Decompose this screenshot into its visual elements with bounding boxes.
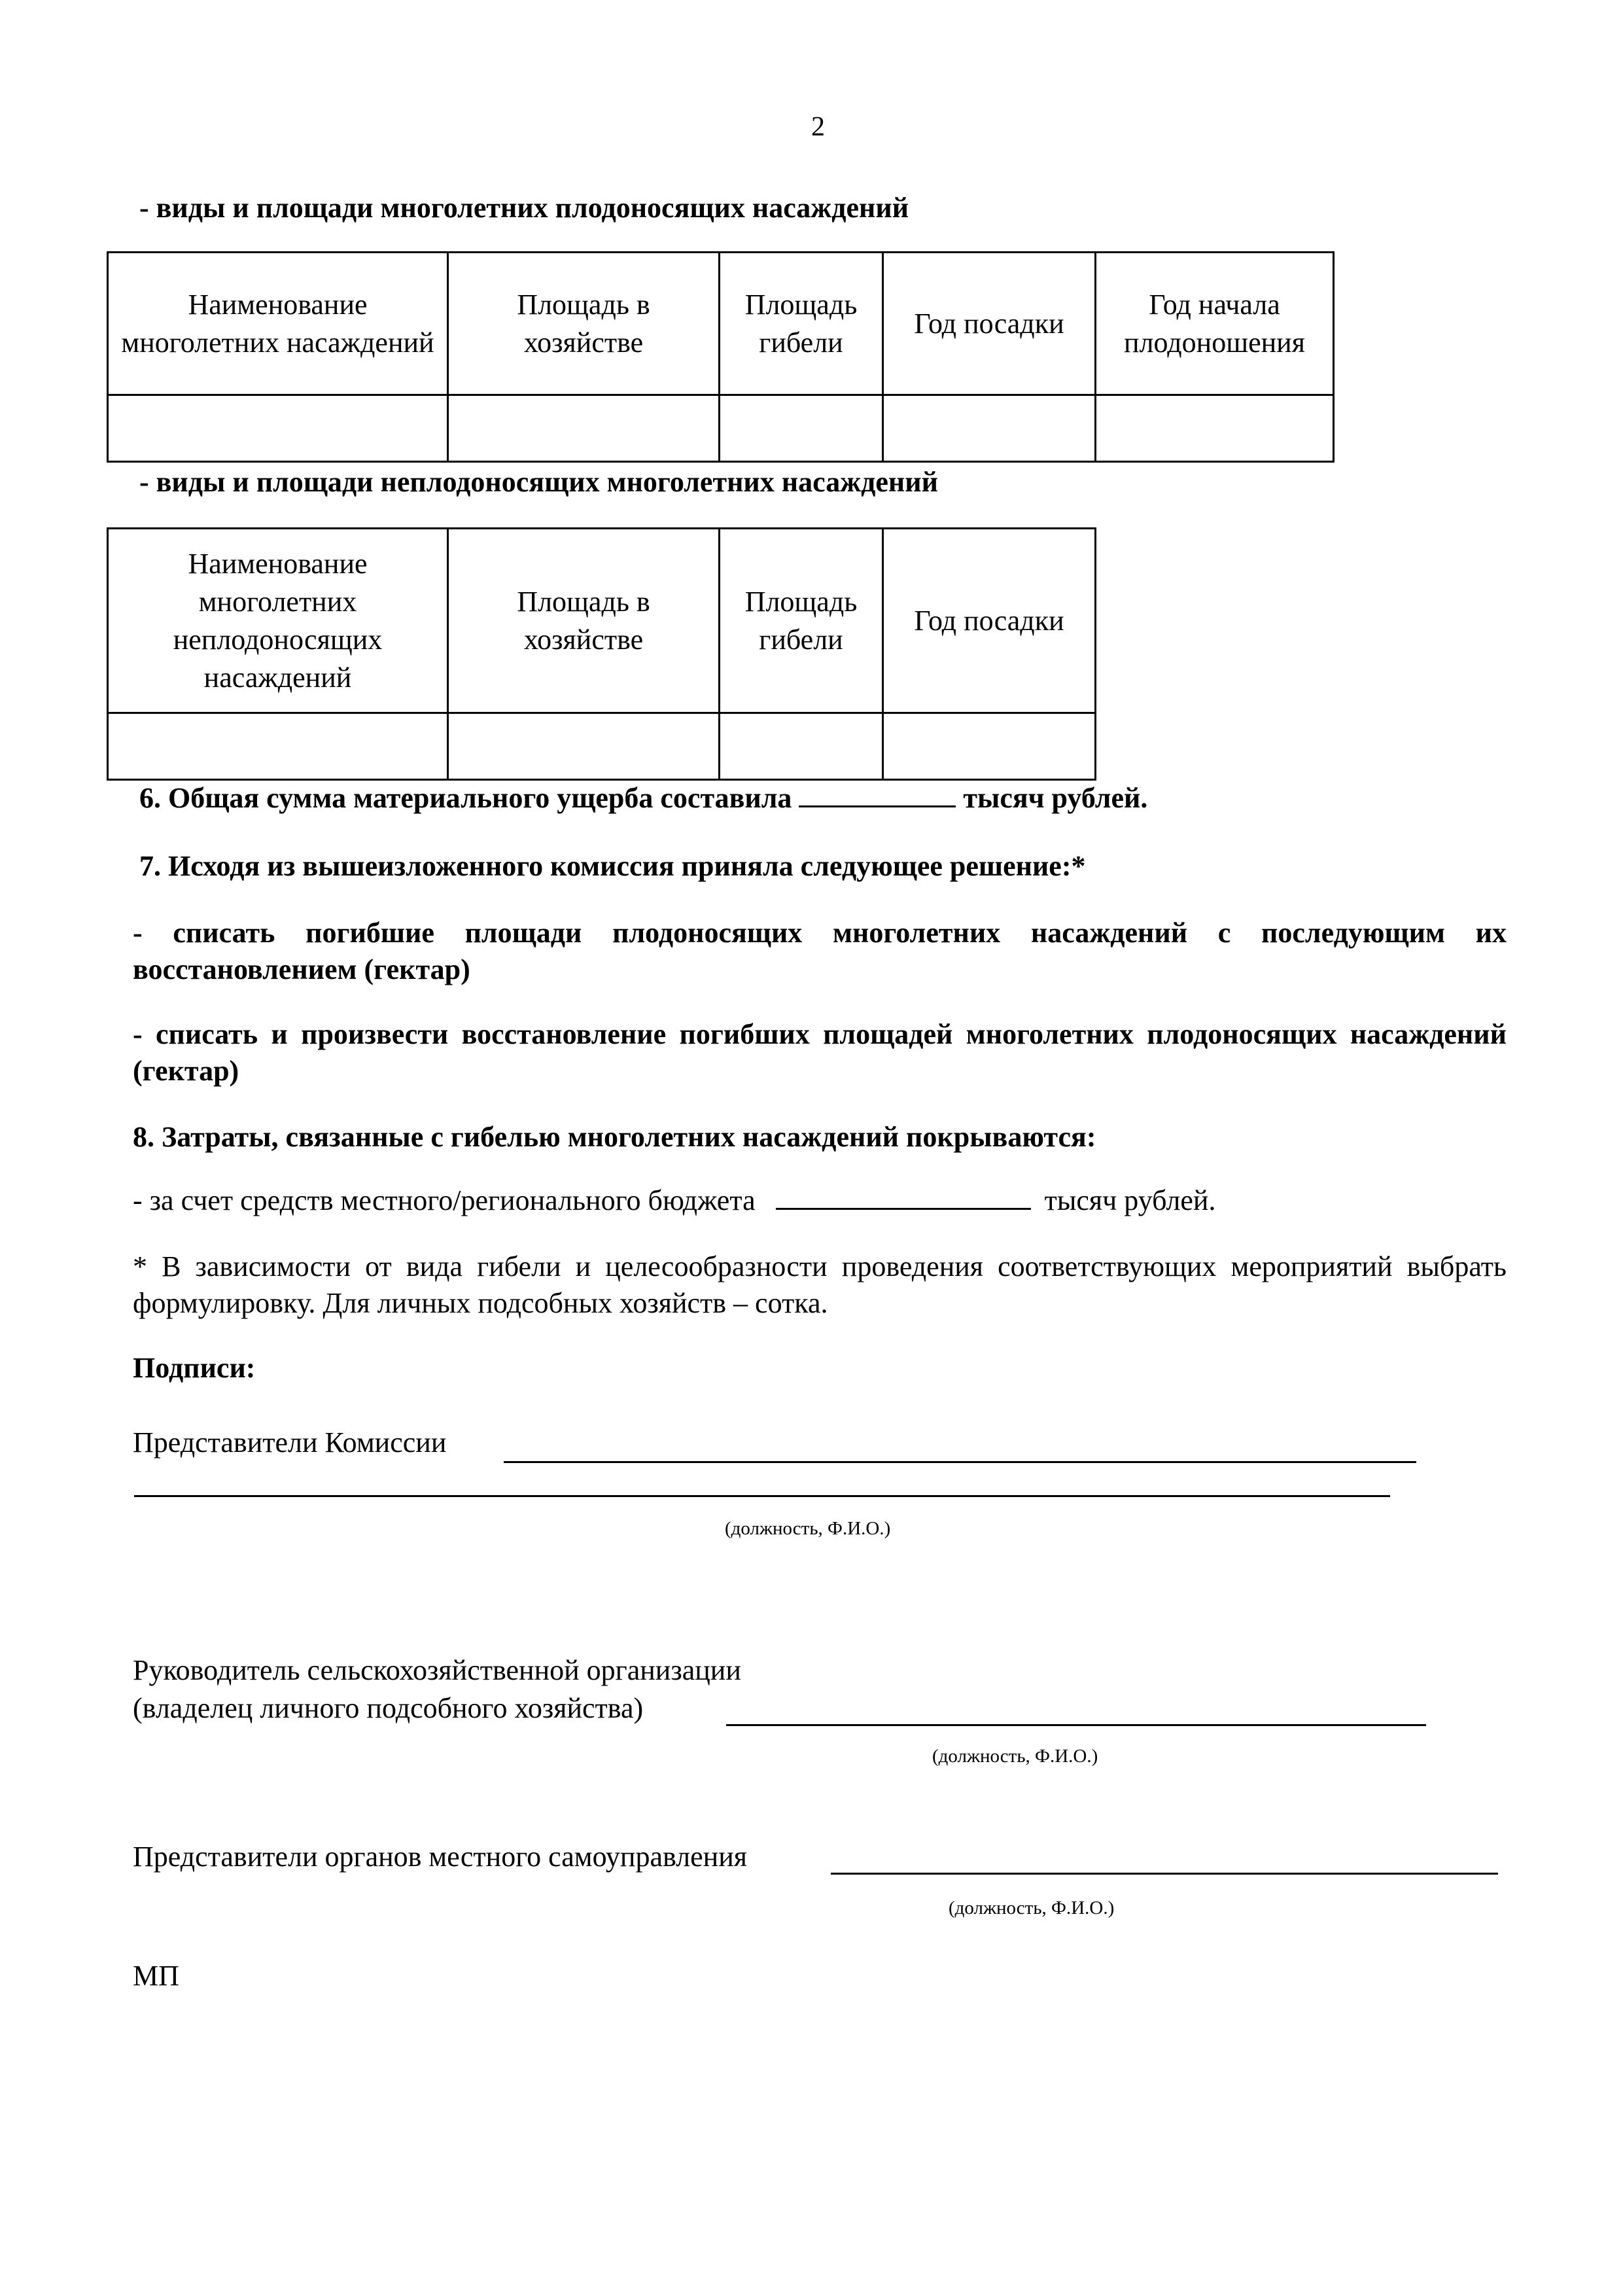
footnote: * В зависимости от вида гибели и целесообразности проведения соответствующих мероприятий выбрать формулировку. Для личных подсобных хозяйств – сотка. xyxy=(133,1250,1507,1319)
commission-signature-line-2[interactable] xyxy=(134,1495,1390,1497)
signatures-heading: Подписи: xyxy=(133,1352,256,1384)
local-gov-signature-line[interactable] xyxy=(831,1873,1498,1875)
item6-unit: тысяч рублей. xyxy=(963,782,1148,814)
commission-label: Представители Комиссии xyxy=(133,1426,447,1458)
local-gov-label: Представители органов местного самоуправления xyxy=(133,1841,747,1873)
head-label-line1: Руководитель сельскохозяйственной организации xyxy=(133,1654,741,1686)
table-cell[interactable] xyxy=(883,713,1096,780)
table-cell[interactable] xyxy=(108,395,448,462)
col-header-fruiting-year: Год начала плодоношения xyxy=(1096,253,1334,395)
table-header-row xyxy=(108,529,1096,713)
head-signature-line[interactable] xyxy=(726,1724,1426,1726)
table-row xyxy=(108,395,1334,462)
col-header-loss-area: Площадь гибели xyxy=(720,529,883,713)
stamp-place: МП xyxy=(133,1960,179,1992)
fruit-section-heading: - виды и площади многолетних плодоносящих насаждений xyxy=(139,192,909,224)
col-header-name: Наименование многолетних неплодоносящих насаждений xyxy=(108,529,448,713)
table-cell[interactable] xyxy=(720,713,883,780)
nonfruit-section-heading: - виды и площади неплодоносящих многолетних насаждений xyxy=(139,466,938,498)
table-cell[interactable] xyxy=(448,395,720,462)
local-gov-caption: (должность, Ф.И.О.) xyxy=(949,1898,1115,1918)
col-header-loss-area: Площадь гибели xyxy=(720,253,883,395)
commission-caption: (должность, Ф.И.О.) xyxy=(725,1518,891,1539)
budget-line xyxy=(133,1182,1215,1219)
commission-signature-line[interactable] xyxy=(504,1461,1416,1463)
budget-unit: тысяч рублей. xyxy=(1044,1184,1216,1216)
damage-amount-blank[interactable] xyxy=(799,783,956,807)
table-row xyxy=(108,713,1096,780)
head-caption: (должность, Ф.И.О.) xyxy=(932,1746,1098,1767)
table-cell[interactable] xyxy=(720,395,883,462)
col-header-planting-year: Год посадки xyxy=(883,253,1096,395)
head-label-line2: (владелец личного подсобного хозяйства) xyxy=(133,1692,644,1724)
col-header-farm-area: Площадь в хозяйстве xyxy=(448,529,720,713)
page-number: 2 xyxy=(811,112,825,142)
col-header-planting-year: Год посадки xyxy=(883,529,1096,713)
col-header-name: Наименование многолетних насаждений xyxy=(108,253,448,395)
item6-line xyxy=(139,781,1147,815)
table-cell[interactable] xyxy=(1096,395,1334,462)
decision-option-2: - списать и произвести восстановление погибших площадей многолетних плодоносящих насаждений (гектар) xyxy=(133,1018,1507,1087)
item6-text: 6. Общая сумма материального ущерба составила xyxy=(139,782,792,814)
col-header-farm-area: Площадь в хозяйстве xyxy=(448,253,720,395)
table-header-row xyxy=(108,253,1334,395)
nonfruit-plantings-table xyxy=(107,527,1096,781)
budget-label: - за счет средств местного/регионального бюджета xyxy=(133,1184,756,1216)
item8-text: 8. Затраты, связанные с гибелью многолетних насаждений покрываются: xyxy=(133,1121,1096,1153)
table-cell[interactable] xyxy=(448,713,720,780)
item7-text: 7. Исходя из вышеизложенного комиссия приняла следующее решение:* xyxy=(139,850,1086,882)
table-cell[interactable] xyxy=(108,713,448,780)
decision-option-1: - списать погибшие площади плодоносящих многолетних насаждений с последующим их восстановлением (гектар) xyxy=(133,917,1507,985)
table-cell[interactable] xyxy=(883,395,1096,462)
fruit-plantings-table xyxy=(107,251,1335,463)
budget-amount-blank[interactable] xyxy=(776,1186,1031,1210)
